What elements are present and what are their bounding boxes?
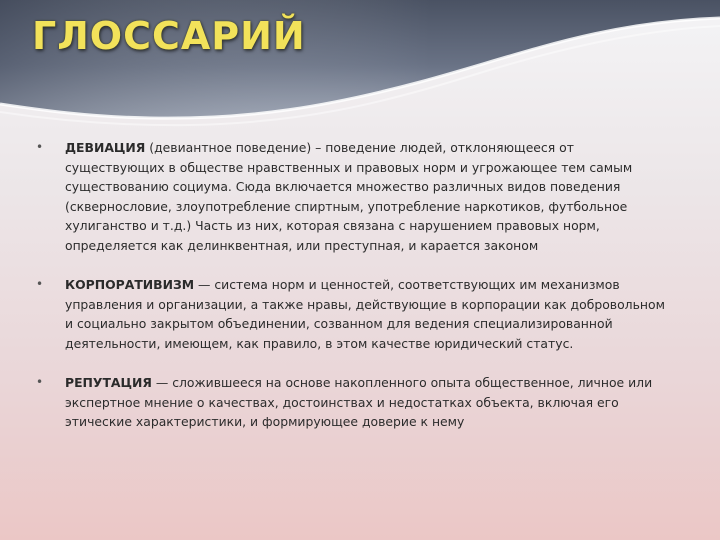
page-title: ГЛОССАРИЙ (32, 14, 306, 58)
glossary-definition: (девиантное поведение) – поведение людей, отклоняющееся от существующих в обществе нравственных и правовых норм и угрожающее тем самым существованию социума. Сюда включается множество различных видов поведения (сквернословие, злоупотребление спиртным, употребление наркотиков, футбольное хулиганство и т.д.) Часть из них, которая связана с нарушением правовых норм, определяется как делинквентная, или преступная, и карается законом (65, 140, 633, 253)
list-item (36, 138, 676, 255)
glossary-term: РЕПУТАЦИЯ (65, 375, 152, 390)
list-item (36, 373, 676, 432)
glossary-term: ДЕВИАЦИЯ (65, 140, 146, 155)
bullet-icon: • (36, 277, 44, 291)
list-item (36, 275, 676, 353)
bullet-icon: • (36, 375, 44, 389)
glossary-term: КОРПОРАТИВИЗМ (65, 277, 195, 292)
glossary-definition: — система норм и ценностей, соответствующих им механизмов управления и организации, а также нравы, действующие в корпорации как добровольном и социально закрытом объединении, созванном для ведения специализированной деятельности, имеющем, как правило, в этом качестве юридический статус. (65, 277, 665, 351)
glossary-list (36, 138, 676, 452)
glossary-definition: — сложившееся на основе накопленного опыта общественное, личное или экспертное мнение о качествах, достоинствах и недостатках объекта, включая его этические характеристики, и формирующее доверие к нему (65, 375, 653, 429)
bullet-icon: • (36, 140, 44, 154)
